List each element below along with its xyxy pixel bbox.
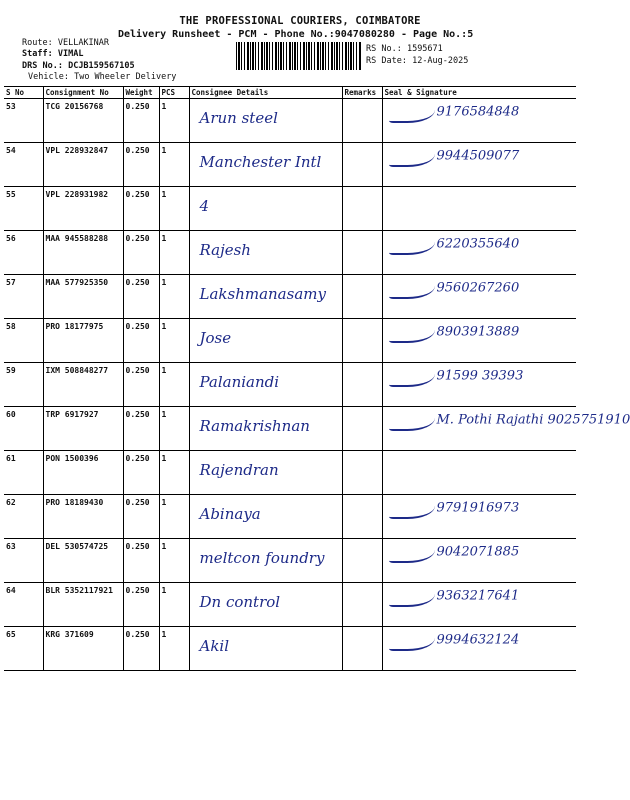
remarks-cell — [342, 583, 382, 627]
consignment-cell: MAA 945588288 — [43, 231, 123, 275]
sno-cell: 56 — [4, 231, 43, 275]
sno-cell: 65 — [4, 627, 43, 671]
signature — [389, 497, 520, 519]
remarks-cell — [342, 539, 382, 583]
drs-line — [22, 61, 135, 71]
signature-scribble-icon — [389, 277, 435, 299]
pcs-cell: 1 — [159, 583, 189, 627]
weight-cell: 0.250 — [123, 363, 159, 407]
sno-cell: 61 — [4, 451, 43, 495]
table-row — [4, 319, 576, 363]
consignee-cell — [189, 583, 342, 627]
signature-phone: 9042071885 — [436, 544, 520, 560]
signature — [389, 409, 630, 431]
consignee-cell — [189, 451, 342, 495]
consignee-cell — [189, 187, 342, 231]
col-header-consignment: Consignment No — [43, 87, 123, 99]
col-header-pcs: PCS — [159, 87, 189, 99]
consignee-name: Arun steel — [199, 109, 278, 127]
seal-signature-cell — [382, 627, 576, 671]
remarks-cell — [342, 143, 382, 187]
signature-phone: 9363217641 — [436, 588, 520, 604]
weight-cell: 0.250 — [123, 319, 159, 363]
consignee-cell — [189, 99, 342, 143]
pcs-cell: 1 — [159, 231, 189, 275]
signature-phone: 6220355640 — [436, 236, 520, 252]
remarks-cell — [342, 319, 382, 363]
seal-signature-cell — [382, 583, 576, 627]
consignment-cell: TCG 20156768 — [43, 99, 123, 143]
table-row — [4, 99, 576, 143]
pcs-cell: 1 — [159, 363, 189, 407]
weight-cell: 0.250 — [123, 451, 159, 495]
vehicle-line — [28, 72, 176, 82]
signature — [389, 145, 520, 167]
sno-cell: 60 — [4, 407, 43, 451]
pcs-cell: 1 — [159, 143, 189, 187]
rs-date-label: RS Date: — [366, 56, 407, 66]
staff-label: Staff: — [22, 49, 53, 59]
col-header-remarks: Remarks — [342, 87, 382, 99]
signature-scribble-icon — [389, 541, 435, 563]
consignee-name: 4 — [199, 197, 210, 215]
consignment-cell: VPL 228932847 — [43, 143, 123, 187]
table-row — [4, 407, 576, 451]
signature-phone: 9994632124 — [436, 632, 520, 648]
consignee-name: Rajendran — [199, 461, 279, 479]
seal-signature-cell — [382, 319, 576, 363]
table-row — [4, 495, 576, 539]
consignment-cell: BLR 5352117921 — [43, 583, 123, 627]
pcs-cell: 1 — [159, 451, 189, 495]
sno-cell: 59 — [4, 363, 43, 407]
pcs-cell: 1 — [159, 495, 189, 539]
signature-scribble-icon — [389, 145, 435, 167]
remarks-cell — [342, 495, 382, 539]
consignee-name: Abinaya — [199, 505, 261, 523]
signature-phone: 91599 39393 — [436, 368, 524, 384]
signature — [389, 233, 520, 255]
consignee-cell — [189, 627, 342, 671]
staff-value: VIMAL — [57, 49, 84, 59]
signature-phone: 9560267260 — [436, 280, 520, 296]
seal-signature-cell — [382, 231, 576, 275]
remarks-cell — [342, 627, 382, 671]
pcs-cell: 1 — [159, 627, 189, 671]
pcs-cell: 1 — [159, 99, 189, 143]
table-row — [4, 187, 576, 231]
vehicle-label: Vehicle: — [28, 72, 69, 82]
remarks-cell — [342, 231, 382, 275]
table-row — [4, 231, 576, 275]
sno-cell: 57 — [4, 275, 43, 319]
remarks-cell — [342, 99, 382, 143]
pcs-cell: 1 — [159, 407, 189, 451]
runsheet-subtitle: Delivery Runsheet - PCM - Phone No.:9047080280 - Page No.:5 — [118, 29, 474, 40]
sno-cell: 63 — [4, 539, 43, 583]
pcs-cell: 1 — [159, 187, 189, 231]
remarks-cell — [342, 187, 382, 231]
sno-cell: 64 — [4, 583, 43, 627]
signature — [389, 585, 520, 607]
col-header-sno: S No — [4, 87, 43, 99]
sno-cell: 62 — [4, 495, 43, 539]
signature-phone: 9791916973 — [436, 500, 520, 516]
signature-scribble-icon — [389, 233, 435, 255]
sno-cell: 54 — [4, 143, 43, 187]
signature-scribble-icon — [389, 409, 435, 431]
remarks-cell — [342, 451, 382, 495]
table-row — [4, 539, 576, 583]
signature-phone: M. Pothi Rajathi 9025751910 — [436, 412, 630, 428]
consignment-cell: PRO 18189430 — [43, 495, 123, 539]
signature-phone: 9176584848 — [436, 104, 520, 120]
consignee-cell — [189, 275, 342, 319]
signature — [389, 321, 520, 343]
consignee-name: Jose — [199, 329, 232, 347]
consignee-name: Akil — [199, 637, 230, 655]
table-row — [4, 143, 576, 187]
remarks-cell — [342, 275, 382, 319]
weight-cell: 0.250 — [123, 583, 159, 627]
table-header-row — [4, 87, 576, 99]
pcs-cell: 1 — [159, 319, 189, 363]
signature-scribble-icon — [389, 497, 435, 519]
barcode-image — [236, 42, 361, 70]
col-header-consignee: Consignee Details — [189, 87, 342, 99]
consignment-cell: DEL 530574725 — [43, 539, 123, 583]
signature-phone: 9944509077 — [436, 148, 520, 164]
consignee-name: Dn control — [199, 593, 281, 611]
signature — [389, 277, 520, 299]
consignment-cell: PON 1500396 — [43, 451, 123, 495]
seal-signature-cell — [382, 451, 576, 495]
drs-label: DRS No.: — [22, 61, 63, 71]
route-value: VELLAKINAR — [57, 38, 110, 48]
sno-cell: 55 — [4, 187, 43, 231]
runsheet-table — [4, 86, 630, 671]
seal-signature-cell — [382, 495, 576, 539]
signature-scribble-icon — [389, 585, 435, 607]
consignee-cell — [189, 231, 342, 275]
signature-scribble-icon — [389, 321, 435, 343]
consignment-cell: TRP 6917927 — [43, 407, 123, 451]
consignment-cell: PRO 18177975 — [43, 319, 123, 363]
seal-signature-cell — [382, 363, 576, 407]
table-row — [4, 583, 576, 627]
rs-no-line — [366, 44, 443, 54]
table-row — [4, 627, 576, 671]
signature — [389, 365, 524, 387]
seal-signature-cell — [382, 407, 630, 451]
seal-signature-cell — [382, 143, 576, 187]
weight-cell: 0.250 — [123, 99, 159, 143]
route-label: Route: — [22, 38, 53, 48]
signature — [389, 101, 520, 123]
consignee-name: Manchester Intl — [199, 153, 322, 171]
consignee-name: Palaniandi — [199, 373, 280, 391]
consignment-cell: MAA 577925350 — [43, 275, 123, 319]
seal-signature-cell — [382, 275, 576, 319]
remarks-cell — [342, 407, 382, 451]
consignee-cell — [189, 143, 342, 187]
signature-scribble-icon — [389, 629, 435, 651]
company-title: THE PROFESSIONAL COURIERS, COIMBATORE — [179, 15, 421, 27]
signature-phone: 8903913889 — [436, 324, 520, 340]
weight-cell: 0.250 — [123, 627, 159, 671]
consignee-cell — [189, 319, 342, 363]
weight-cell: 0.250 — [123, 231, 159, 275]
signature — [389, 629, 520, 651]
signature-scribble-icon — [389, 101, 435, 123]
rs-date-value: 12-Aug-2025 — [412, 56, 469, 66]
weight-cell: 0.250 — [123, 187, 159, 231]
weight-cell: 0.250 — [123, 275, 159, 319]
weight-cell: 0.250 — [123, 539, 159, 583]
consignee-cell — [189, 407, 342, 451]
pcs-cell: 1 — [159, 275, 189, 319]
consignee-cell — [189, 539, 342, 583]
weight-cell: 0.250 — [123, 143, 159, 187]
weight-cell: 0.250 — [123, 495, 159, 539]
col-header-seal: Seal & Signature — [382, 87, 576, 99]
table-row — [4, 275, 576, 319]
signature — [389, 541, 520, 563]
drs-value: DCJB159567105 — [68, 61, 135, 71]
consignee-name: Ramakrishnan — [199, 417, 310, 435]
seal-signature-cell — [382, 99, 576, 143]
signature-scribble-icon — [389, 365, 435, 387]
consignee-cell — [189, 363, 342, 407]
route-line — [22, 38, 109, 48]
consignee-name: Lakshmanasamy — [199, 285, 326, 303]
remarks-cell — [342, 363, 382, 407]
vehicle-value: Two Wheeler Delivery — [74, 72, 177, 82]
consignee-name: Rajesh — [199, 241, 251, 259]
table-row — [4, 451, 576, 495]
seal-signature-cell — [382, 187, 576, 231]
rs-date-line — [366, 56, 468, 66]
sno-cell: 58 — [4, 319, 43, 363]
consignment-cell: KRG 371609 — [43, 627, 123, 671]
seal-signature-cell — [382, 539, 576, 583]
rs-no-label: RS No.: — [366, 44, 402, 54]
pcs-cell: 1 — [159, 539, 189, 583]
table-row — [4, 363, 576, 407]
col-header-weight: Weight — [123, 87, 159, 99]
sno-cell: 53 — [4, 99, 43, 143]
consignee-name: meltcon foundry — [199, 549, 325, 567]
staff-line — [22, 49, 83, 59]
consignment-cell: IXM 508848277 — [43, 363, 123, 407]
consignee-cell — [189, 495, 342, 539]
weight-cell: 0.250 — [123, 407, 159, 451]
rs-no-value: 1595671 — [406, 44, 443, 54]
consignment-cell: VPL 228931982 — [43, 187, 123, 231]
